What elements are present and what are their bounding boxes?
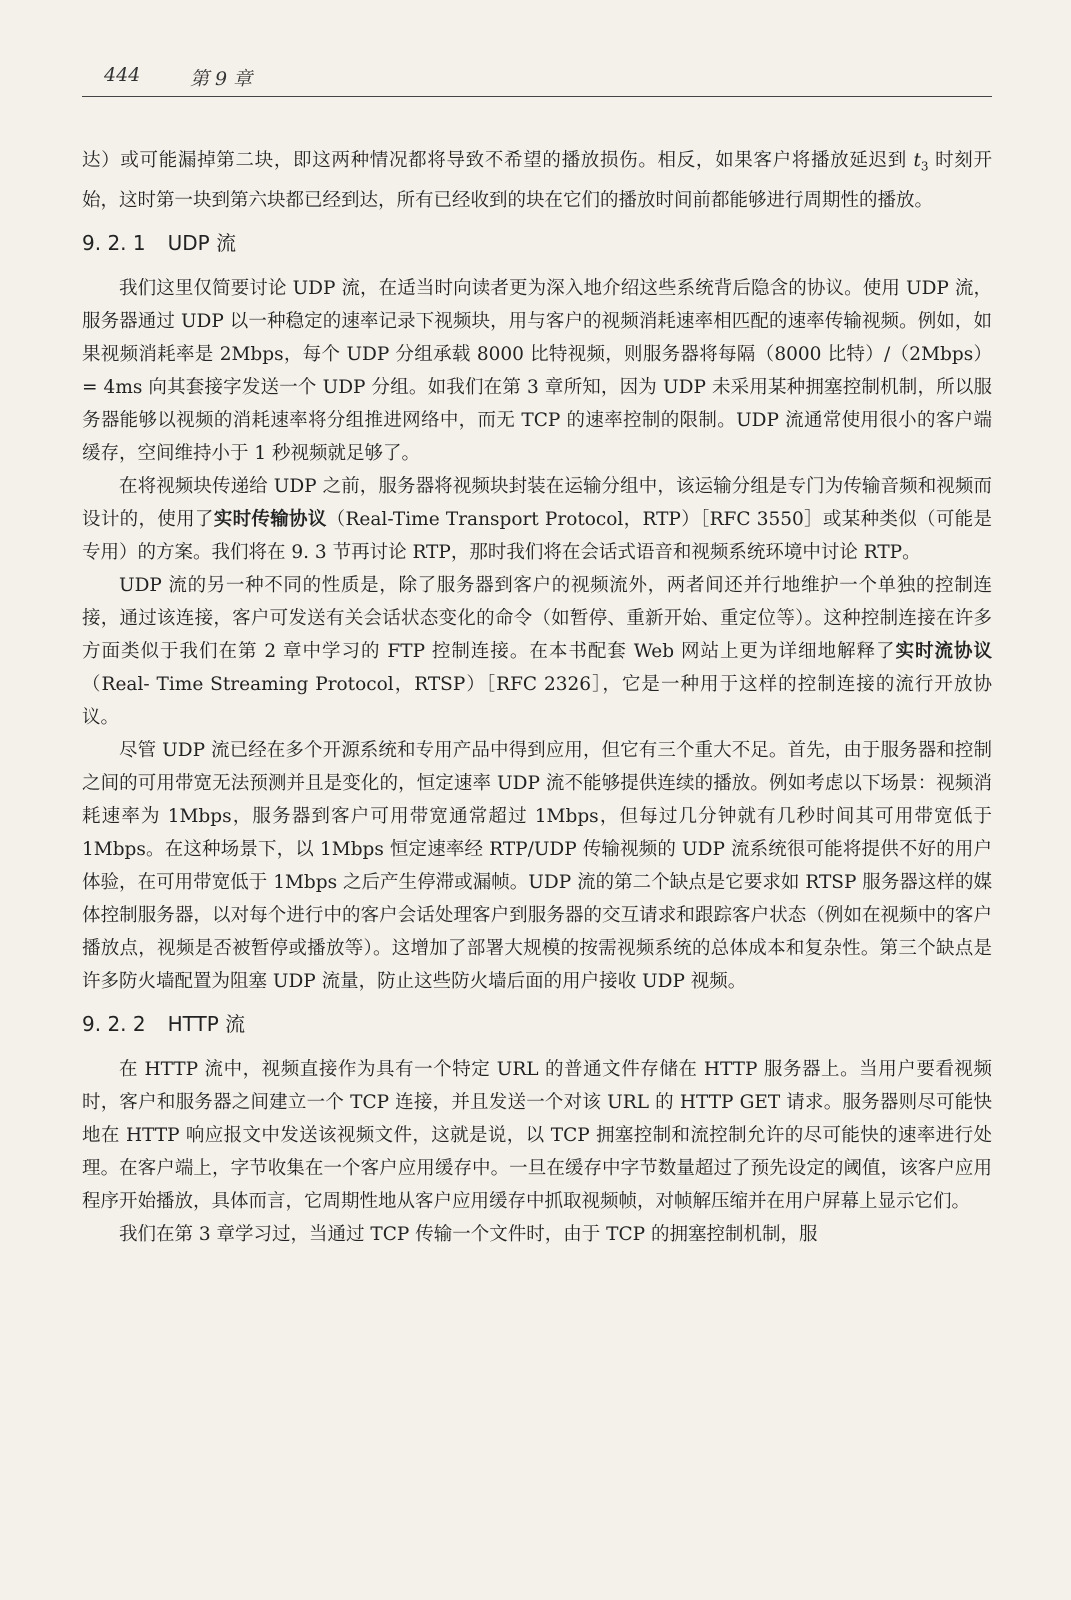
paragraph-continued: 达）或可能漏掉第二块，即这两种情况都将导致不希望的播放损伤。相反，如果客户将播放延迟到 $t_3$ 时刻开始，这时第一块到第六块都已经到达，所有已经收到的块在它们的播放时间前都能够进行周期性的播放。 [82, 150, 992, 211]
term-rtp: 实时传输协议 [213, 508, 327, 530]
section-heading-http-streaming [82, 1008, 992, 1041]
paragraph: 我们在第 3 章学习过，当通过 TCP 传输一个文件时，由于 TCP 的拥塞控制机制，服 [119, 1223, 818, 1245]
term-rtsp: 实时流协议 [895, 640, 992, 662]
chapter-label: 第 9 章 [190, 68, 253, 90]
paragraph-rtsp: UDP 流的另一种不同的性质是，除了服务器到客户的视频流外，两者间还并行地维护一个单独的控制连接，通过该连接，客户可发送有关会话状态变化的命令（如暂停、重新开始、重定位等）。这种控制连接在许多方面类似于我们在第 2 章中学习的 FTP 控制连接。在本书配套 Web 网站上更为详细地解释了实时流协议（Real- Time Streaming Protocol，RTSP）［RFC 2326］，它是一种用于这样的控制连接的流行开放协议。 [82, 574, 992, 728]
section-heading-udp-streaming [82, 227, 992, 260]
running-header [82, 60, 992, 97]
paragraph: 在 HTTP 流中，视频直接作为具有一个特定 URL 的普通文件存储在 HTTP 服务器上。当用户要看视频时，客户和服务器之间建立一个 TCP 连接，并且发送一个对该 URL 的 HTTP GET 请求。服务器则尽可能快地在 HTTP 响应报文中发送该视频文件，这就是说，以 TCP 拥塞控制和流控制允许的尽可能快的速率进行处理。在客户端上，字节收集在一个客户应用缓存中。一旦在缓存中字节数量超过了预先设定的阈值，该客户应用程序开始播放，具体而言，它周期性地从客户应用缓存中抓取视频帧，对帧解压缩并在用户屏幕上显示它们。 [82, 1058, 992, 1212]
section-title: UDP 流 [167, 230, 237, 255]
paragraph-rtp: 在将视频块传递给 UDP 之前，服务器将视频块封装在运输分组中，该运输分组是专门为传输音频和视频而设计的，使用了实时传输协议（Real-Time Transport Protocol，RTP）［RFC 3550］或某种类似（可能是专用）的方案。我们将在 9. 3 节再讨论 RTP，那时我们将在会话式语音和视频系统环境中讨论 RTP。 [82, 475, 992, 563]
page-body [82, 144, 992, 1251]
paragraph: 我们这里仅简要讨论 UDP 流，在适当时向读者更为深入地介绍这些系统背后隐含的协议。使用 UDP 流，服务器通过 UDP 以一种稳定的速率记录下视频块，用与客户的视频消耗速率相匹配的速率传输视频。例如，如果视频消耗率是 2Mbps，每个 UDP 分组承载 8000 比特视频，则服务器将每隔（8000 比特）/（2Mbps） = 4ms 向其套接字发送一个 UDP 分组。如我们在第 3 章所知，因为 UDP 未采用某种拥塞控制机制，所以服务器能够以视频的消耗速率将分组推进网络中，而无 TCP 的速率控制的限制。UDP 流通常使用很小的客户端缓存，空间维持小于 1 秒视频就足够了。 [82, 277, 992, 464]
section-title: HTTP 流 [167, 1011, 246, 1036]
page-number: 444 [104, 64, 141, 86]
section-number: 9. 2. 1 [82, 230, 146, 255]
section-number: 9. 2. 2 [82, 1011, 146, 1036]
paragraph: 尽管 UDP 流已经在多个开源系统和专用产品中得到应用，但它有三个重大不足。首先，由于服务器和控制之间的可用带宽无法预测并且是变化的，恒定速率 UDP 流不能够提供连续的播放。例如考虑以下场景：视频消耗速率为 1Mbps，服务器到客户可用带宽通常超过 1Mbps，但每过几分钟就有几秒时间其可用带宽低于 1Mbps。在这种场景下，以 1Mbps 恒定速率经 RTP/UDP 传输视频的 UDP 流系统很可能将提供不好的用户体验，在可用带宽低于 1Mbps 之后产生停滞或漏帧。UDP 流的第二个缺点是它要求如 RTSP 服务器这样的媒体控制服务器，以对每个进行中的客户会话处理客户到服务器的交互请求和跟踪客户状态（例如在视频中的客户播放点，视频是否被暂停或播放等）。这增加了部署大规模的按需视频系统的总体成本和复杂性。第三个缺点是许多防火墙配置为阻塞 UDP 流量，防止这些防火墙后面的用户接收 UDP 视频。 [82, 739, 992, 992]
